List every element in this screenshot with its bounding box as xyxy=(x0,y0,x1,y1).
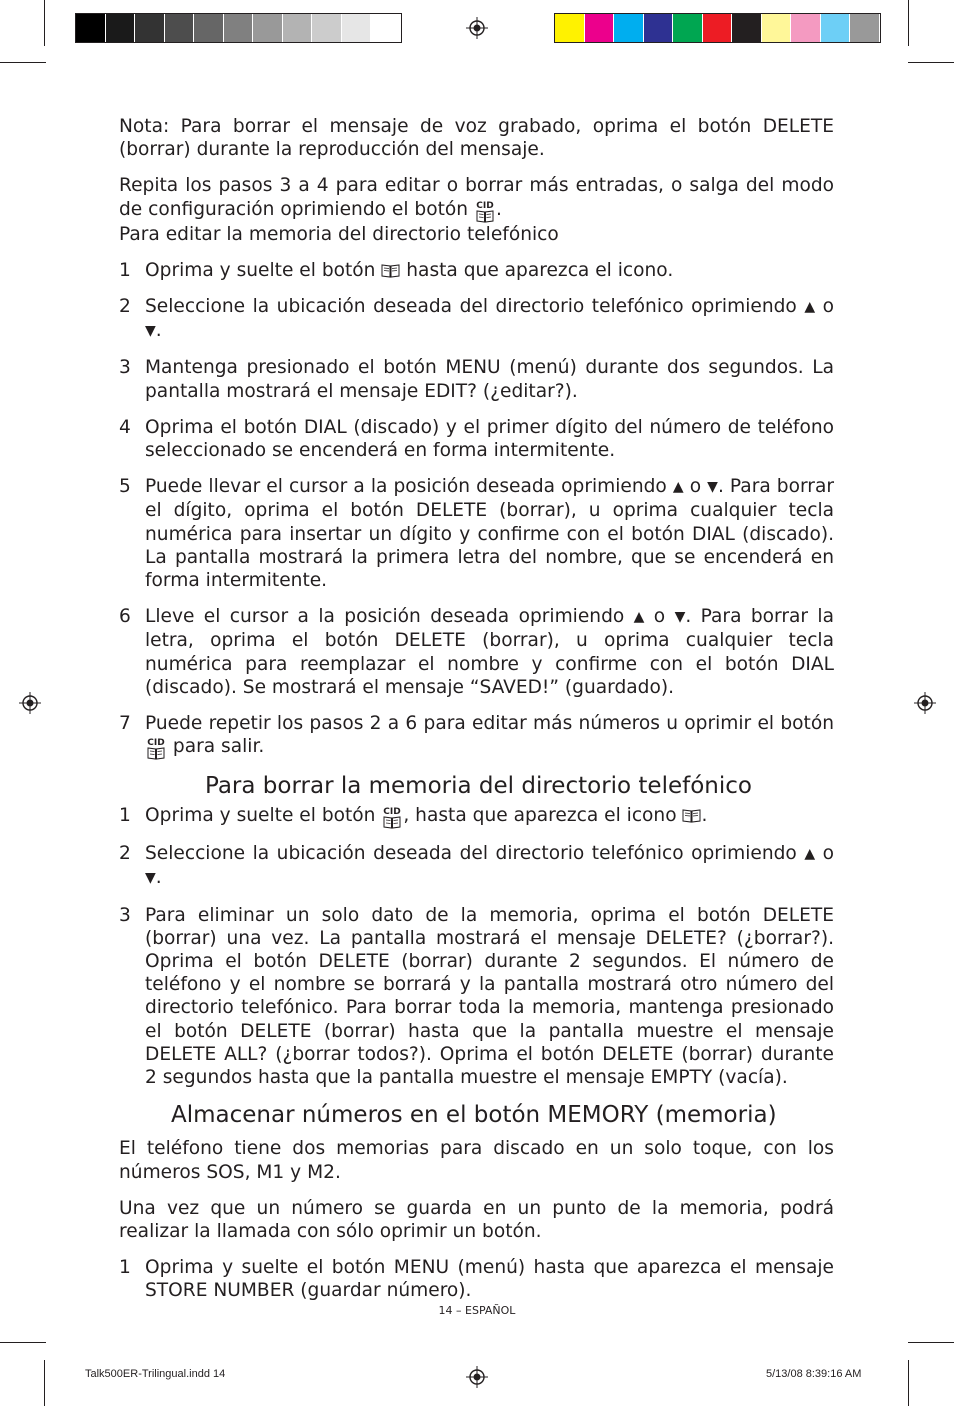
step-text: para salir. xyxy=(167,736,265,758)
list-item xyxy=(119,904,834,1090)
crop-mark xyxy=(0,1342,46,1343)
color-swatch xyxy=(644,14,674,42)
step-text: . xyxy=(155,320,162,342)
crop-mark xyxy=(0,62,46,63)
list-item xyxy=(119,259,834,282)
step-number: 7 xyxy=(119,713,131,735)
step-number: 5 xyxy=(119,476,131,498)
svg-text:CID: CID xyxy=(147,738,165,749)
crop-mark xyxy=(908,0,909,46)
down-arrow-icon: ▼ xyxy=(145,870,156,887)
section-heading-delete: Para borrar la memoria del directorio telefónico xyxy=(205,773,752,800)
memory-paragraph: Una vez que un número se guarda en un punto de la memoria, podrá realizar la llamada con sólo oprimir un botón. xyxy=(119,1197,834,1242)
up-arrow-icon: ▲ xyxy=(804,299,816,316)
gray-swatch xyxy=(106,14,136,42)
nota-text: Para borrar el mensaje de voz grabado, oprima el botón DELETE (borrar) durante la reproducción del mensaje. xyxy=(119,116,834,161)
color-swatch xyxy=(732,14,762,42)
step-text: Oprima y suelte el botón MENU (menú) hasta que aparezca el mensaje STORE NUMBER (guardar número). xyxy=(145,1257,834,1302)
gray-swatch xyxy=(283,14,313,42)
step-text: Oprima el botón DIAL (discado) y el primer dígito del número de teléfono seleccionado se encenderá en forma intermitente. xyxy=(145,416,834,462)
page-number: 14 – ESPAÑOL xyxy=(438,1304,516,1317)
registration-mark-icon xyxy=(466,17,488,39)
nota-label: Nota: xyxy=(119,116,170,137)
list-item xyxy=(119,804,834,829)
nota-paragraph xyxy=(119,115,834,161)
down-arrow-icon: ▼ xyxy=(707,479,718,496)
repeat-end: . xyxy=(495,198,502,220)
down-arrow-icon: ▼ xyxy=(674,609,686,626)
color-swatch xyxy=(791,14,821,42)
book-icon xyxy=(381,260,400,281)
gray-swatch xyxy=(253,14,283,42)
memory-paragraph: El teléfono tiene dos memorias para discado en un solo toque, con los números SOS, M1 y M2. xyxy=(119,1138,834,1183)
crop-mark xyxy=(908,62,954,63)
list-item xyxy=(119,842,834,890)
step-text: . xyxy=(155,867,162,889)
list-item xyxy=(119,356,834,402)
cid-book-icon xyxy=(145,736,167,757)
step-number: 4 xyxy=(119,416,131,438)
step-number: 3 xyxy=(119,357,131,379)
step-text: , hasta que aparezca el icono xyxy=(403,805,683,827)
list-item xyxy=(119,295,834,343)
crop-mark xyxy=(908,1360,909,1406)
file-slug: Talk500ER-Trilingual.indd 14 xyxy=(85,1368,226,1380)
list-item xyxy=(119,1256,834,1302)
edit-title: Para editar la memoria del directorio telefónico xyxy=(119,223,559,245)
svg-text:CID: CID xyxy=(476,200,494,211)
color-swatch xyxy=(821,14,851,42)
color-swatch xyxy=(762,14,792,42)
list-item xyxy=(119,605,834,699)
step-text: o xyxy=(644,606,675,628)
step-text: Oprima y suelte el botón xyxy=(145,259,382,281)
color-swatch xyxy=(673,14,703,42)
gray-swatch xyxy=(371,14,401,42)
step-number: 6 xyxy=(119,606,131,628)
color-swatch xyxy=(555,14,585,42)
list-item xyxy=(119,712,834,760)
step-text: o xyxy=(815,296,834,318)
color-swatch xyxy=(585,14,615,42)
down-arrow-icon: ▼ xyxy=(145,323,156,340)
section-heading-memory: Almacenar números en el botón MEMORY (memoria) xyxy=(171,1102,777,1129)
crop-mark xyxy=(908,1342,954,1343)
up-arrow-icon: ▲ xyxy=(633,609,645,626)
step-text: Puede llevar el cursor a la posición deseada oprimiendo xyxy=(145,476,673,498)
step-text: o xyxy=(815,843,834,865)
gray-swatch xyxy=(76,14,106,42)
step-number: 1 xyxy=(119,1257,131,1279)
color-swatch xyxy=(703,14,733,42)
registration-mark-icon xyxy=(19,692,41,714)
step-text: o xyxy=(683,476,708,498)
grayscale-color-bar xyxy=(76,14,401,42)
step-text: Seleccione la ubicación deseada del directorio telefónico oprimiendo xyxy=(145,296,805,318)
step-text: . Para borrar el dígito, oprima el botón DELETE (borrar), u oprima cualquier tecla numérica para insertar un dígito y confirme con el botón DIAL (discado). La pantalla mostrará la primera letra del nombre, que se encenderá en forma intermitente. xyxy=(145,476,834,592)
gray-swatch xyxy=(224,14,254,42)
list-item xyxy=(119,416,834,462)
gray-swatch xyxy=(165,14,195,42)
gray-swatch xyxy=(342,14,372,42)
gray-swatch xyxy=(312,14,342,42)
step-text: Lleve el cursor a la posición deseada oprimiendo xyxy=(145,606,634,628)
step-number: 1 xyxy=(119,805,131,827)
step-text: hasta que aparezca el icono. xyxy=(400,259,674,281)
step-text: Para eliminar un solo dato de la memoria, oprima el botón DELETE (borrar) una vez. La pantalla mostrará el mensaje DELETE? (¿borrar?). Oprima el botón DELETE (borrar) durante 2 segundos. El número de teléfono y el nombre se borrará y la pantalla mostrará otro número del directorio telefónico. Para borrar toda la memoria, mantenga presionado el botón DELETE (borrar) hasta que la pantalla muestre el mensaje DELETE ALL? (¿borrar todos?). Oprima el botón DELETE (borrar) durante 2 segundos hasta que la pantalla muestre el mensaje EMPTY (vacía). xyxy=(145,904,834,1089)
repeat-text: Repita los pasos 3 a 4 para editar o borrar más entradas, o salga del modo de configuración oprimiendo el botón xyxy=(119,175,834,220)
step-text: . xyxy=(701,805,708,827)
cid-book-icon xyxy=(381,805,403,826)
gray-swatch xyxy=(194,14,224,42)
repeat-paragraph xyxy=(119,174,834,222)
step-text: Seleccione la ubicación deseada del directorio telefónico oprimiendo xyxy=(145,843,805,865)
color-swatch xyxy=(850,14,880,42)
crop-mark xyxy=(44,0,45,46)
gray-swatch xyxy=(135,14,165,42)
step-number: 2 xyxy=(119,296,131,318)
color-swatch xyxy=(614,14,644,42)
list-item xyxy=(119,475,834,592)
up-arrow-icon: ▲ xyxy=(672,479,684,496)
step-text: . Para borrar la letra, oprima el botón DELETE (borrar), u oprima cualquier tecla numérica para reemplazar el nombre y confirme con el botón DIAL (discado). Se mostrará el mensaje “SAVED!” (guardado). xyxy=(145,606,834,698)
step-number: 1 xyxy=(119,259,131,281)
svg-text:CID: CID xyxy=(383,807,402,818)
step-text: Oprima y suelte el botón xyxy=(145,805,382,827)
registration-mark-icon xyxy=(466,1366,488,1388)
registration-mark-icon xyxy=(914,692,936,714)
up-arrow-icon: ▲ xyxy=(804,846,816,863)
step-number: 2 xyxy=(119,843,131,865)
step-text: Puede repetir los pasos 2 a 6 para editar más números u oprimir el botón xyxy=(145,713,834,735)
cid-book-icon xyxy=(474,199,496,220)
date-slug: 5/13/08 8:39:16 AM xyxy=(766,1368,862,1380)
step-text: Mantenga presionado el botón MENU (menú) durante dos segundos. La pantalla mostrará el mensaje EDIT? (¿editar?). xyxy=(145,357,834,402)
crop-mark xyxy=(44,1360,45,1406)
step-number: 3 xyxy=(119,904,131,926)
process-color-bar xyxy=(555,14,880,42)
page-body xyxy=(119,115,834,1303)
book-icon xyxy=(682,805,701,826)
